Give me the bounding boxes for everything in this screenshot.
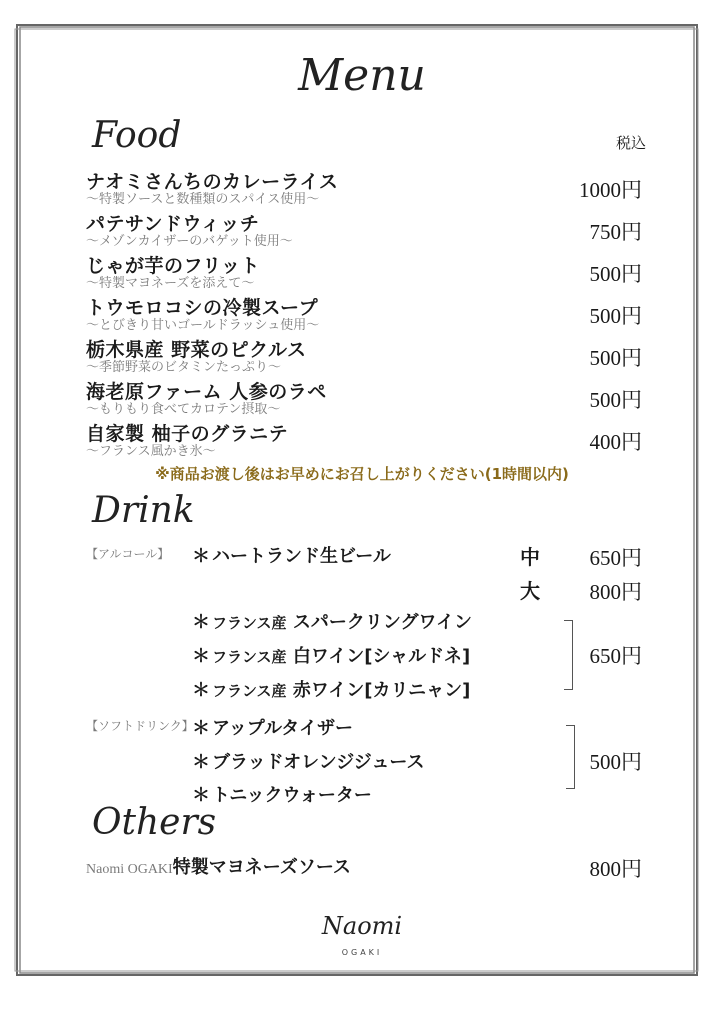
food-item-price: 1000円	[579, 178, 642, 202]
pickup-notice: ※商品お渡し後はお早めにお召し上がりください(1時間以内)	[155, 465, 569, 483]
wine-name: 赤ワイン[カリニャン]	[292, 680, 471, 701]
drink-soft	[192, 714, 353, 740]
soft-drink-name: トニックウォーター	[212, 785, 372, 806]
drink-beer	[192, 542, 391, 568]
wine-origin: フランス産	[212, 682, 287, 700]
brand-name: Naomi OGAKI	[86, 862, 173, 877]
soft-drink-price: 500円	[589, 750, 642, 774]
beer-size-large: 大	[520, 579, 540, 603]
drink-beer-name: ハートランド生ビール	[212, 546, 391, 567]
food-item-name: パテサンドウィッチ	[86, 213, 260, 235]
soft-drink-label: 【ソフトドリンク】	[86, 719, 194, 733]
food-item-desc: 〜フランス風かき氷〜	[86, 444, 216, 459]
soft-group-bracket	[566, 725, 575, 789]
food-item-name: じゃが芋のフリット	[86, 255, 260, 277]
food-item-price: 500円	[589, 346, 642, 370]
tax-label: 税込	[615, 134, 646, 152]
asterisk-icon: ＊	[192, 752, 210, 773]
beer-price-medium: 650円	[589, 546, 642, 570]
food-item-desc: 〜特製マヨネーズを添えて〜	[86, 276, 255, 291]
wine-price: 650円	[589, 644, 642, 668]
asterisk-icon: ＊	[192, 785, 210, 806]
drink-heading: Drink	[92, 490, 195, 531]
food-item-desc: 〜もりもり食べてカロテン摂取〜	[86, 402, 281, 417]
drink-soft	[192, 781, 372, 807]
food-item-name: ナオミさんちのカレーライス	[86, 171, 339, 193]
food-heading: Food	[92, 115, 182, 156]
food-item-desc: 〜メゾンカイザーのバゲット使用〜	[86, 234, 293, 249]
alcohol-label: 【アルコール】	[86, 547, 170, 561]
others-item	[86, 853, 351, 879]
asterisk-icon: ＊	[192, 612, 210, 633]
wine-origin: フランス産	[212, 648, 287, 666]
soft-drink-name: ブラッドオレンジジュース	[212, 752, 425, 773]
asterisk-icon: ＊	[192, 546, 210, 567]
food-item-price: 400円	[589, 430, 642, 454]
asterisk-icon: ＊	[192, 718, 210, 739]
drink-wine	[192, 608, 472, 634]
brand-logo	[0, 912, 724, 959]
others-price: 800円	[589, 857, 642, 881]
asterisk-icon: ＊	[192, 680, 210, 701]
wine-group-bracket	[564, 620, 573, 690]
food-item-price: 500円	[589, 304, 642, 328]
drink-wine	[192, 642, 470, 668]
others-item-name: 特製マヨネーズソース	[172, 857, 351, 878]
wine-name: スパークリングワイン	[292, 612, 472, 633]
food-item-desc: 〜とびきり甘いゴールドラッシュ使用〜	[86, 318, 320, 333]
drink-soft	[192, 748, 425, 774]
logo-sub: OGAKI	[341, 948, 383, 957]
wine-origin: フランス産	[212, 614, 287, 632]
others-heading: Others	[92, 802, 217, 843]
beer-price-large: 800円	[589, 580, 642, 604]
logo-script: Naomi	[321, 912, 403, 940]
food-item-name: 海老原ファーム 人参のラペ	[86, 381, 327, 403]
food-item-price: 500円	[589, 388, 642, 412]
food-item-price: 500円	[589, 262, 642, 286]
beer-size-medium: 中	[520, 545, 540, 569]
food-item-name: 栃木県産 野菜のピクルス	[86, 339, 307, 361]
food-item-name: 自家製 柚子のグラニテ	[86, 423, 289, 445]
wine-name: 白ワイン[シャルドネ]	[292, 646, 471, 667]
food-item-price: 750円	[589, 220, 642, 244]
soft-drink-name: アップルタイザー	[212, 718, 353, 739]
food-item-name: トウモロコシの冷製スープ	[86, 297, 319, 319]
page-title: Menu	[298, 50, 426, 101]
food-item-desc: 〜特製ソースと数種類のスパイス使用〜	[86, 192, 320, 207]
drink-wine	[192, 676, 470, 702]
asterisk-icon: ＊	[192, 646, 210, 667]
food-item-desc: 〜季節野菜のビタミンたっぷり〜	[86, 360, 282, 375]
